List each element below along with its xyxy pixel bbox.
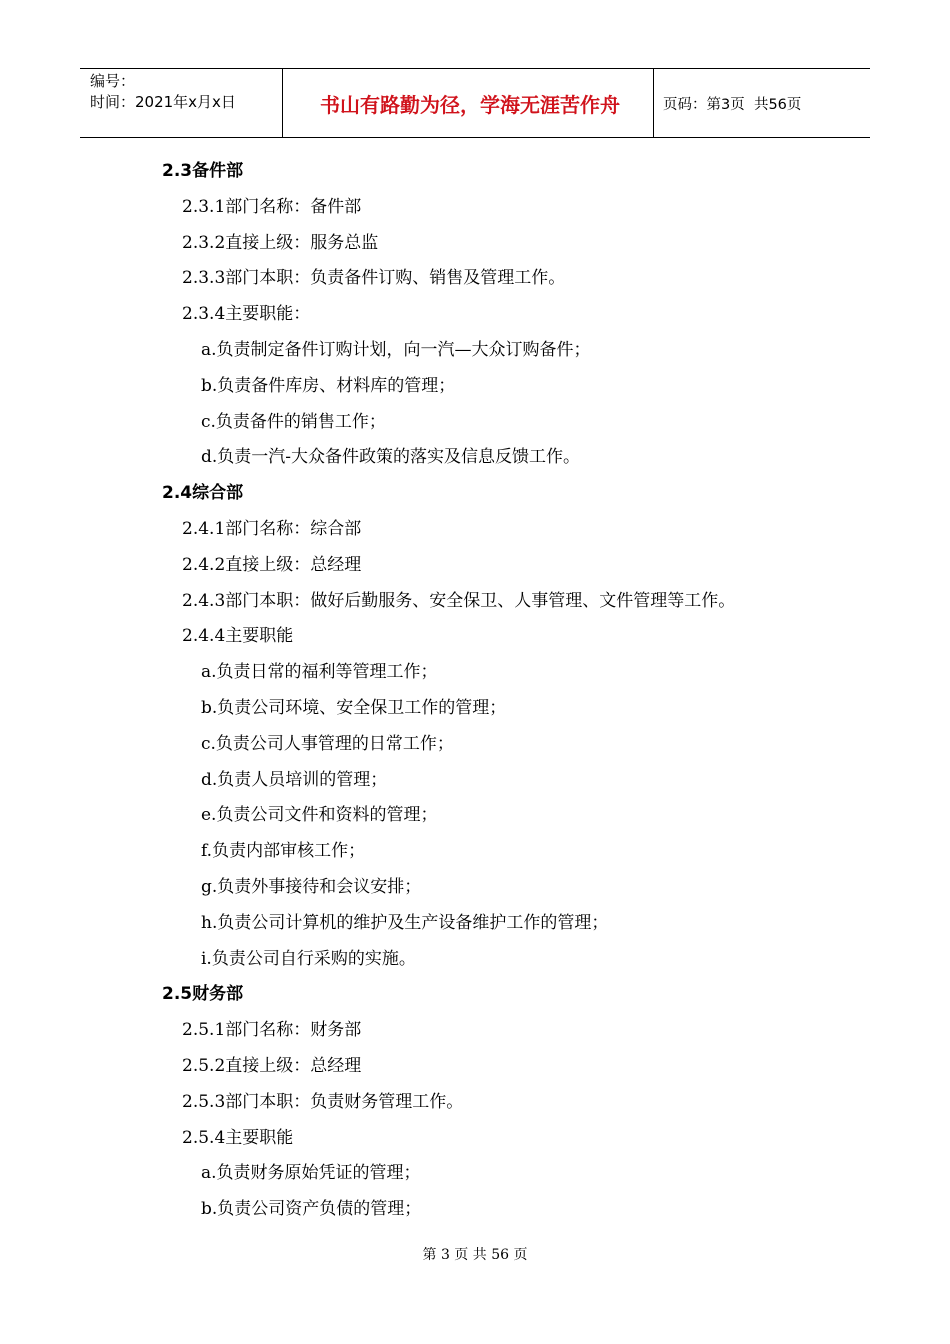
header-meta	[90, 71, 236, 113]
header-motto: 书山有路勤为径，学海无涯苦作舟	[320, 92, 620, 117]
header-page-info-text: 页码：第3页 共56页	[663, 96, 802, 113]
subsection-line: 2.4.2直接上级：总经理	[182, 554, 362, 575]
list-item: b.负责备件库房、材料库的管理；	[201, 375, 456, 396]
subsection-line: 2.5.4主要职能	[182, 1127, 294, 1148]
subsection-line: 2.4.1部门名称：综合部	[182, 518, 362, 539]
list-item: c.负责公司人事管理的日常工作；	[201, 733, 454, 754]
section-heading: 2.3备件部	[162, 161, 244, 181]
list-item: a.负责日常的福利等管理工作；	[201, 662, 438, 683]
header-number-label: 编号：	[90, 72, 136, 90]
subsection-line: 2.3.1部门名称：备件部	[182, 196, 362, 217]
list-item: f.负责内部审核工作；	[201, 841, 366, 862]
subsection-line: 2.3.3部门本职：负责备件订购、销售及管理工作。	[182, 268, 566, 289]
list-item: a.负责财务原始凭证的管理；	[201, 1163, 421, 1184]
page-header	[80, 68, 870, 138]
list-item: a.负责制定备件订购计划，向一汽—大众订购备件；	[201, 339, 591, 360]
list-item: i.负责公司自行采购的实施。	[201, 948, 416, 969]
list-item: c.负责备件的销售工作；	[201, 411, 386, 432]
section-heading: 2.5财务部	[162, 984, 244, 1005]
subsection-line: 2.5.3部门本职：负责财务管理工作。	[182, 1091, 464, 1112]
subsection-line: 2.3.2直接上级：服务总监	[182, 232, 379, 253]
list-item: e.负责公司文件和资料的管理；	[201, 805, 438, 826]
subsection-line: 2.4.3部门本职：做好后勤服务、安全保卫、人事管理、文件管理等工作。	[182, 590, 736, 611]
list-item: d.负责人员培训的管理；	[201, 769, 388, 790]
header-date: 时间：2021年x月x日	[90, 93, 236, 111]
subsection-line: 2.3.4主要职能：	[182, 304, 311, 325]
section-heading: 2.4综合部	[162, 483, 244, 504]
subsection-line: 2.5.2直接上级：总经理	[182, 1055, 362, 1076]
page-footer: 第 3 页 共 56 页	[422, 1247, 528, 1263]
header-divider-right	[653, 69, 654, 137]
document-body	[0, 154, 950, 1228]
subsection-line: 2.5.1部门名称：财务部	[182, 1020, 362, 1041]
list-item: d.负责一汽-大众备件政策的落实及信息反馈工作。	[201, 447, 581, 468]
list-item: g.负责外事接待和会议安排；	[201, 876, 422, 897]
header-page-info	[663, 69, 801, 137]
list-item: b.负责公司资产负债的管理；	[201, 1199, 422, 1220]
list-item: b.负责公司环境、安全保卫工作的管理；	[201, 697, 507, 718]
list-item: h.负责公司计算机的维护及生产设备维护工作的管理；	[201, 912, 609, 933]
header-divider-left	[282, 69, 283, 137]
subsection-line: 2.4.4主要职能	[182, 626, 294, 647]
